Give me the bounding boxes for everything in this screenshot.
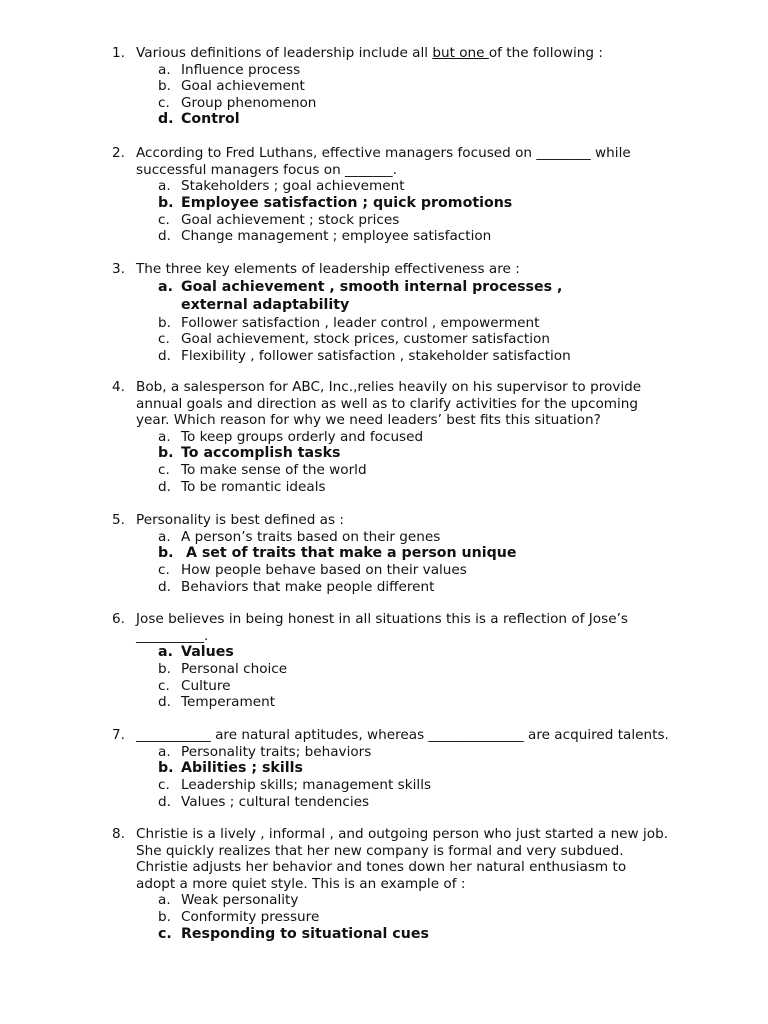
question-stem: [112, 512, 712, 529]
question-text: According to Fred Luthans, effective managers focused on ________ while successful managers focus on _______.: [136, 145, 631, 178]
option-list: [112, 529, 712, 596]
option-d: d. Values ; cultural tendencies: [158, 793, 370, 810]
option-list: [112, 278, 712, 365]
option-list: [112, 644, 712, 711]
option-c: c. Goal achievement ; stock prices: [158, 211, 400, 228]
option-d: d. Temperament: [158, 694, 276, 711]
option-list: [112, 892, 712, 942]
option-c: c. Culture: [158, 677, 231, 694]
option-d-correct: d. Control: [158, 111, 240, 128]
option-b-correct: b. To accomplish tasks: [158, 445, 341, 462]
option-b-correct: b. Abilities ; skills: [158, 760, 303, 777]
option-b: b. Follower satisfaction , leader control , empowerment: [158, 314, 540, 331]
question-8: [112, 826, 712, 942]
option-a: a. Weak personality: [158, 892, 299, 909]
option-c: c. Leadership skills; management skills: [158, 777, 432, 794]
option-a-correct: a. Goal achievement , smooth internal processes , external adaptability: [158, 278, 563, 314]
underlined-phrase: but one: [432, 45, 489, 61]
option-c: c. How people behave based on their values: [158, 562, 467, 579]
question-3: [112, 261, 712, 364]
question-number: 5.: [112, 512, 125, 528]
option-d: d. Behaviors that make people different: [158, 578, 435, 595]
option-d: d. Flexibility , follower satisfaction , stakeholder satisfaction: [158, 347, 571, 364]
question-text: Jose believes in being honest in all situations this is a reflection of Jose’s __________.: [136, 611, 628, 644]
question-text: The three key elements of leadership effectiveness are :: [136, 261, 520, 277]
question-stem: [112, 727, 712, 744]
question-2: [112, 145, 712, 245]
question-text: Various definitions of leadership include all but one of the following :: [136, 45, 603, 61]
option-c: c. To make sense of the world: [158, 462, 367, 479]
option-a: a. Personality traits; behaviors: [158, 743, 372, 760]
option-list: [112, 744, 712, 811]
question-number: 4.: [112, 379, 125, 395]
question-stem: [112, 45, 712, 62]
option-b: b. Personal choice: [158, 661, 288, 678]
option-b: b. Conformity pressure: [158, 908, 320, 925]
option-a: a. A person’s traits based on their genes: [158, 528, 441, 545]
question-1: [112, 45, 712, 128]
question-text: Bob, a salesperson for ABC, Inc.,relies heavily on his supervisor to provide annual goals and direction as well as to clarify activities for the upcoming year. Which reason for why we need leaders’ best fits this situation?: [136, 379, 642, 429]
question-stem: [112, 826, 712, 892]
question-6: [112, 611, 712, 711]
option-b-correct: b. Employee satisfaction ; quick promotions: [158, 194, 513, 211]
option-d: d. Change management ; employee satisfaction: [158, 228, 492, 245]
question-7: [112, 727, 712, 810]
option-c: c. Goal achievement, stock prices, customer satisfaction: [158, 331, 550, 348]
question-stem: [112, 379, 712, 429]
question-number: 1.: [112, 45, 125, 61]
option-d: d. To be romantic ideals: [158, 478, 326, 495]
option-a: a. Influence process: [158, 61, 301, 78]
option-list: [112, 429, 712, 496]
question-text: Christie is a lively , informal , and outgoing person who just started a new job. She quickly realizes that her new company is formal and very subdued. Christie adjusts her behavior and tones down her natural enthusiasm to adopt a more quiet style. This is an example of :: [136, 826, 669, 892]
option-a-correct: a. Values: [158, 644, 234, 661]
option-c-correct: c. Responding to situational cues: [158, 925, 429, 942]
question-4: [112, 379, 712, 495]
option-list: [112, 178, 712, 245]
question-number: 8.: [112, 826, 125, 842]
question-stem: [112, 145, 712, 178]
question-text: Personality is best defined as :: [136, 512, 344, 528]
option-a: a. Stakeholders ; goal achievement: [158, 178, 405, 195]
question-number: 2.: [112, 145, 125, 161]
option-b: b. Goal achievement: [158, 78, 305, 95]
question-stem: [112, 611, 712, 644]
question-number: 7.: [112, 727, 125, 743]
question-5: [112, 512, 712, 595]
question-number: 3.: [112, 261, 125, 277]
option-a: a. To keep groups orderly and focused: [158, 428, 424, 445]
option-c: c. Group phenomenon: [158, 94, 317, 111]
question-text: ___________ are natural aptitudes, whereas ______________ are acquired talents.: [136, 727, 669, 743]
option-list: [112, 62, 712, 129]
option-b-correct: b. A set of traits that make a person unique: [158, 545, 517, 562]
question-stem: [112, 261, 712, 278]
question-number: 6.: [112, 611, 125, 627]
